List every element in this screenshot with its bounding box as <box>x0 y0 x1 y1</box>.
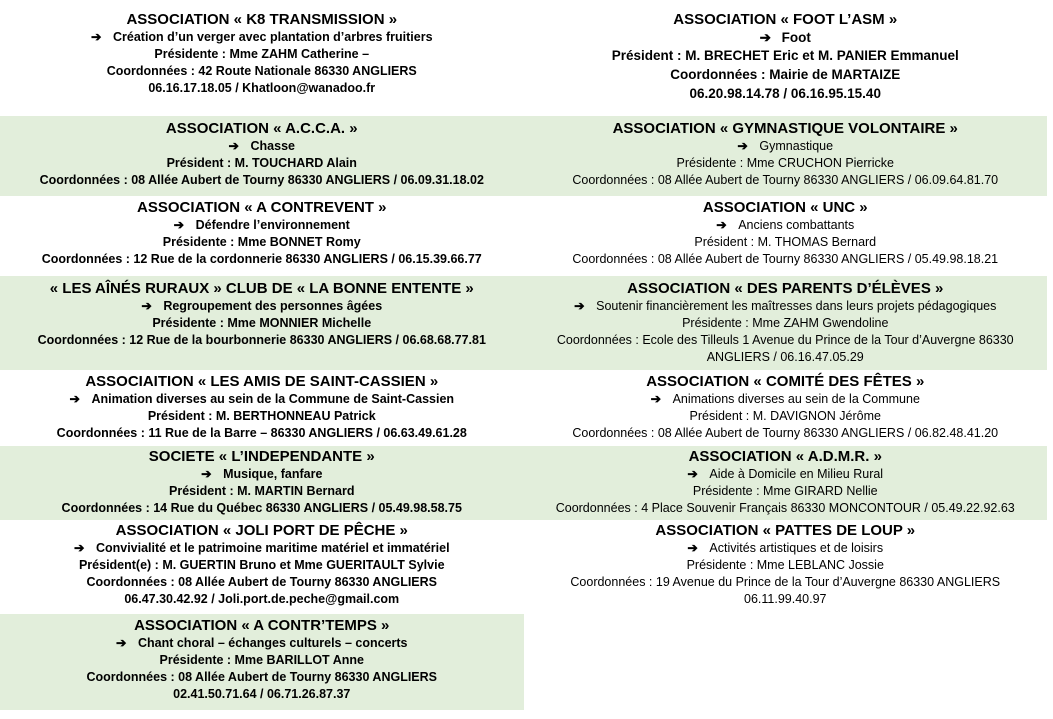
association-activity: Défendre l’environnement <box>195 218 350 232</box>
association-contact: Coordonnées : Ecole des Tilleuls 1 Avenue du Prince de la Tour d’Auvergne 86330 <box>556 333 1014 347</box>
right-arrow-icon: ➔ <box>90 30 102 44</box>
association-contact: Coordonnées : 42 Route Nationale 86330 ANGLIERS <box>106 64 417 78</box>
table-row <box>0 520 1047 614</box>
association-title: ASSOCIATION « UNC » <box>702 199 868 216</box>
association-activity: Activités artistiques et de loisirs <box>709 541 884 555</box>
right-arrow-icon: ➔ <box>737 139 748 153</box>
right-arrow-icon: ➔ <box>73 541 85 555</box>
association-contact: Coordonnées : Mairie de MARTAIZE <box>670 67 901 82</box>
association-title: ASSOCIATION « JOLI PORT DE PÊCHE » <box>115 522 408 539</box>
association-activity: Animations diverses au sein de la Commune <box>672 392 920 406</box>
association-activity: Musique, fanfare <box>223 467 323 481</box>
association-activity: Animation diverses au sein de la Commune de Saint-Cassien <box>91 392 455 406</box>
table-row <box>0 196 1047 276</box>
association-entry <box>524 446 1048 520</box>
association-phone: ANGLIERS / 06.16.47.05.29 <box>706 350 864 364</box>
association-contact: Coordonnées : 4 Place Souvenir Français 86330 MONCONTOUR / 05.49.22.92.63 <box>555 501 1015 515</box>
association-title: ASSOCIATION « GYMNASTIQUE VOLONTAIRE » <box>612 120 958 137</box>
association-entry <box>0 276 524 370</box>
right-arrow-icon: ➔ <box>687 541 698 555</box>
association-title: « LES AÎNÉS RURAUX » CLUB DE « LA BONNE ENTENTE » <box>49 280 474 297</box>
right-arrow-icon: ➔ <box>650 392 662 406</box>
table-row <box>0 370 1047 446</box>
association-contact: Coordonnées : 08 Allée Aubert de Tourny 86330 ANGLIERS <box>86 575 438 589</box>
association-title: ASSOCIATION « FOOT L’ASM » <box>673 11 898 28</box>
right-arrow-icon: ➔ <box>201 467 212 481</box>
table-row <box>0 116 1047 196</box>
association-contact: Coordonnées : 11 Rue de la Barre – 86330 ANGLIERS / 06.63.49.61.28 <box>56 426 467 440</box>
association-activity: Soutenir financièrement les maîtresses dans leurs projets pédagogiques <box>596 299 997 313</box>
association-activity: Aide à Domicile en Milieu Rural <box>709 467 884 481</box>
association-president: Président : M. MARTIN Bernard <box>169 484 355 498</box>
right-arrow-icon: ➔ <box>115 636 127 650</box>
association-contact: Coordonnées : 08 Allée Aubert de Tourny 86330 ANGLIERS / 06.82.48.41.20 <box>572 426 999 440</box>
association-phone: 06.16.17.18.05 / Khatloon@wanadoo.fr <box>148 81 376 95</box>
association-president: Président : M. BRECHET Eric et M. PANIER Emmanuel <box>611 48 959 63</box>
association-president: Présidente : Mme MONNIER Michelle <box>152 316 372 330</box>
association-president: Présidente : Mme LEBLANC Jossie <box>686 558 884 572</box>
association-entry <box>0 446 524 520</box>
right-arrow-icon: ➔ <box>716 218 727 232</box>
association-president: Présidente : Mme ZAHM Catherine – <box>154 47 370 61</box>
association-contact: Coordonnées : 08 Allée Aubert de Tourny 86330 ANGLIERS / 06.09.31.18.02 <box>39 173 484 187</box>
association-phone: 06.20.98.14.78 / 06.16.95.15.40 <box>689 86 881 101</box>
association-president: Président : M. TOUCHARD Alain <box>166 156 357 170</box>
association-title: ASSOCIAITION « LES AMIS DE SAINT-CASSIEN » <box>85 373 439 390</box>
right-arrow-icon: ➔ <box>69 392 80 406</box>
association-entry <box>524 276 1048 370</box>
association-entry <box>524 520 1048 614</box>
association-contact: Coordonnées : 08 Allée Aubert de Tourny 86330 ANGLIERS / 05.49.98.18.21 <box>572 252 999 266</box>
association-entry <box>0 196 524 276</box>
association-contact: Coordonnées : 12 Rue de la cordonnerie 86330 ANGLIERS / 06.15.39.66.77 <box>41 252 482 266</box>
association-president: Présidente : Mme ZAHM Gwendoline <box>682 316 889 330</box>
association-entry <box>0 116 524 196</box>
association-activity: Convivialité et le patrimoine maritime matériel et immatériel <box>95 541 450 555</box>
association-activity: Anciens combattants <box>738 218 855 232</box>
right-arrow-icon: ➔ <box>687 467 698 481</box>
empty-cell <box>524 614 1048 710</box>
association-entry <box>524 196 1048 276</box>
association-contact: Coordonnées : 08 Allée Aubert de Tourny 86330 ANGLIERS / 06.09.64.81.70 <box>572 173 999 187</box>
association-title: ASSOCIATION « A CONTR’TEMPS » <box>134 617 390 634</box>
association-title: ASSOCIATION « PATTES DE LOUP » <box>655 522 916 539</box>
association-entry <box>524 370 1048 446</box>
association-activity: Gymnastique <box>759 139 834 153</box>
association-contact: Coordonnées : 19 Avenue du Prince de la Tour d’Auvergne 86330 ANGLIERS <box>570 575 1001 589</box>
table-row <box>0 10 1047 116</box>
association-phone: 06.11.99.40.97 <box>744 592 827 606</box>
association-entry <box>0 520 524 614</box>
right-arrow-icon: ➔ <box>759 30 771 45</box>
association-title: ASSOCIATION « A.C.C.A. » <box>165 120 358 137</box>
association-activity: Chant choral – échanges culturels – concerts <box>137 636 408 650</box>
association-president: Présidente : Mme CRUCHON Pierricke <box>676 156 894 170</box>
association-activity: Foot <box>781 30 811 45</box>
right-arrow-icon: ➔ <box>173 218 185 232</box>
association-president: Présidente : Mme BONNET Romy <box>162 235 361 249</box>
association-entry <box>0 370 524 446</box>
association-title: ASSOCIATION « A CONTREVENT » <box>137 199 387 216</box>
association-president: Président(e) : M. GUERTIN Bruno et Mme GUERITAULT Sylvie <box>78 558 445 572</box>
association-title: ASSOCIATION « COMITÉ DES FÊTES » <box>646 373 925 390</box>
association-contact: Coordonnées : 12 Rue de la bourbonnerie 86330 ANGLIERS / 06.68.68.77.81 <box>37 333 486 347</box>
right-arrow-icon: ➔ <box>574 299 585 313</box>
association-entry <box>0 10 524 116</box>
association-phone: 06.47.30.42.92 / Joli.port.de.peche@gmail.com <box>124 592 400 606</box>
association-title: ASSOCIATION « DES PARENTS D’ÉLÈVES » <box>627 280 944 297</box>
right-arrow-icon: ➔ <box>141 299 152 313</box>
association-entry <box>0 614 524 710</box>
association-entry <box>524 116 1048 196</box>
association-activity: Regroupement des personnes âgées <box>163 299 383 313</box>
association-contact: Coordonnées : 08 Allée Aubert de Tourny 86330 ANGLIERS <box>86 670 438 684</box>
association-activity: Création d’un verger avec plantation d’arbres fruitiers <box>112 30 433 44</box>
association-president: Président : M. BERTHONNEAU Patrick <box>147 409 376 423</box>
association-title: ASSOCIATION « A.D.M.R. » <box>688 448 882 465</box>
association-president: Président : M. THOMAS Bernard <box>694 235 877 249</box>
association-title: ASSOCIATION « K8 TRANSMISSION » <box>126 11 398 28</box>
association-president: Président : M. DAVIGNON Jérôme <box>689 409 881 423</box>
table-row <box>0 276 1047 370</box>
table-row <box>0 614 1047 710</box>
association-activity: Chasse <box>250 139 295 153</box>
association-president: Présidente : Mme BARILLOT Anne <box>159 653 364 667</box>
table-row <box>0 446 1047 520</box>
right-arrow-icon: ➔ <box>228 139 239 153</box>
association-entry <box>524 10 1048 116</box>
association-president: Présidente : Mme GIRARD Nellie <box>692 484 878 498</box>
association-phone: 02.41.50.71.64 / 06.71.26.87.37 <box>173 687 351 701</box>
association-title: SOCIETE « L’INDEPENDANTE » <box>148 448 375 465</box>
association-contact: Coordonnées : 14 Rue du Québec 86330 ANGLIERS / 05.49.98.58.75 <box>61 501 462 515</box>
